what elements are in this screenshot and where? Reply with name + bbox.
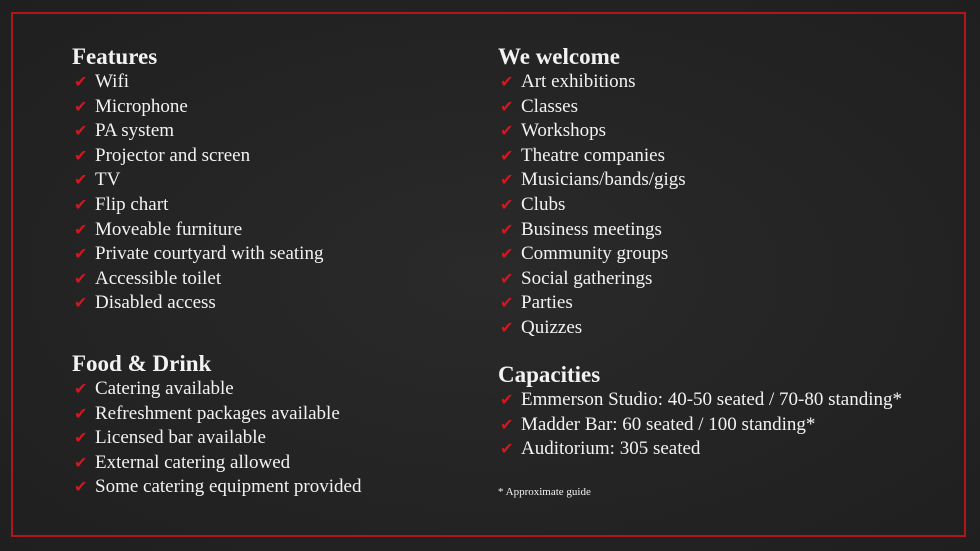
list-item-label: Parties <box>521 292 573 314</box>
list-item-label: Disabled access <box>95 292 216 314</box>
list-item <box>72 402 361 427</box>
food-drink-list <box>72 377 361 500</box>
capacities-heading: Capacities <box>498 362 601 387</box>
features-section <box>72 44 323 316</box>
checkmark-icon: ✔ <box>500 194 514 214</box>
list-item-label: Workshops <box>521 120 607 142</box>
checkmark-icon: ✔ <box>74 403 88 423</box>
list-item <box>498 144 686 169</box>
features-heading: Features <box>72 44 158 69</box>
food-drink-section <box>72 351 361 500</box>
checkmark-icon: ✔ <box>500 96 514 116</box>
checkmark-icon: ✔ <box>74 379 88 398</box>
capacities-list <box>498 388 902 462</box>
list-item <box>72 95 323 120</box>
list-item-label: Microphone <box>95 95 188 117</box>
list-item-label: PA system <box>95 120 175 142</box>
features-list <box>72 70 323 316</box>
list-item-label: Auditorium: 305 seated <box>521 438 701 460</box>
checkmark-icon: ✔ <box>500 293 514 313</box>
checkmark-icon: ✔ <box>74 477 88 497</box>
list-item <box>498 193 686 218</box>
list-item <box>72 193 323 218</box>
list-item <box>498 413 902 438</box>
list-item-label: Wifi <box>95 71 130 92</box>
list-item <box>72 144 323 169</box>
checkmark-icon: ✔ <box>500 244 514 264</box>
food-drink-heading: Food & Drink <box>72 351 212 376</box>
checkmark-icon: ✔ <box>500 439 514 459</box>
list-item <box>498 70 686 95</box>
list-item-label: Accessible toilet <box>95 267 222 289</box>
list-item-label: Classes <box>521 95 578 117</box>
list-item <box>72 451 361 476</box>
checkmark-icon: ✔ <box>500 145 514 165</box>
list-item <box>498 168 686 193</box>
list-item <box>72 119 323 144</box>
welcome-section <box>498 44 686 341</box>
checkmark-icon: ✔ <box>500 170 514 190</box>
list-item <box>498 316 686 341</box>
checkmark-icon: ✔ <box>500 219 514 239</box>
list-item <box>498 95 686 120</box>
checkmark-icon: ✔ <box>500 414 514 434</box>
checkmark-icon: ✔ <box>500 390 514 409</box>
list-item-label: External catering allowed <box>95 451 291 473</box>
list-item <box>498 119 686 144</box>
checkmark-icon: ✔ <box>74 293 88 313</box>
list-item-label: Some catering equipment provided <box>95 476 362 498</box>
list-item-label: Theatre companies <box>521 144 666 166</box>
checkmark-icon: ✔ <box>74 96 88 116</box>
checkmark-icon: ✔ <box>500 317 514 337</box>
list-item-label: Catering available <box>95 378 234 399</box>
checkmark-icon: ✔ <box>74 268 88 288</box>
checkmark-icon: ✔ <box>500 72 514 91</box>
list-item-label: Community groups <box>521 243 669 265</box>
list-item <box>498 291 686 316</box>
footnote: * Approximate guide <box>498 486 591 498</box>
checkmark-icon: ✔ <box>74 428 88 448</box>
checkmark-icon: ✔ <box>74 121 88 141</box>
capacities-section <box>498 362 902 462</box>
checkmark-icon: ✔ <box>500 121 514 141</box>
welcome-heading: We welcome <box>498 44 620 69</box>
checkmark-icon: ✔ <box>74 72 88 91</box>
list-item-label: Flip chart <box>95 193 169 215</box>
list-item-label: Business meetings <box>521 218 662 240</box>
list-item <box>72 426 361 451</box>
list-item-label: Moveable furniture <box>95 218 243 240</box>
checkmark-icon: ✔ <box>74 194 88 214</box>
list-item <box>498 218 686 243</box>
list-item <box>72 70 323 95</box>
list-item <box>498 388 902 413</box>
list-item-label: Quizzes <box>521 316 583 338</box>
checkmark-icon: ✔ <box>74 452 88 472</box>
list-item-label: Refreshment packages available <box>95 402 340 424</box>
list-item-label: Madder Bar: 60 seated / 100 standing* <box>521 413 816 435</box>
list-item <box>72 218 323 243</box>
list-item <box>72 291 323 316</box>
list-item-label: Private courtyard with seating <box>95 243 324 265</box>
list-item <box>72 377 361 402</box>
list-item-label: Licensed bar available <box>95 427 266 449</box>
list-item-label: Musicians/bands/gigs <box>521 169 686 191</box>
list-item <box>498 242 686 267</box>
checkmark-icon: ✔ <box>74 244 88 264</box>
list-item <box>498 437 902 462</box>
checkmark-icon: ✔ <box>74 145 88 165</box>
welcome-list <box>498 70 686 341</box>
list-item-label: Projector and screen <box>95 144 251 166</box>
list-item-label: Social gatherings <box>521 267 653 289</box>
list-item-label: Clubs <box>521 193 566 215</box>
list-item <box>72 242 323 267</box>
checkmark-icon: ✔ <box>500 268 514 288</box>
list-item-label: Emmerson Studio: 40-50 seated / 70-80 standing* <box>521 389 903 410</box>
checkmark-icon: ✔ <box>74 170 88 190</box>
list-item <box>72 475 361 500</box>
list-item-label: TV <box>95 169 121 191</box>
list-item <box>72 267 323 292</box>
list-item <box>72 168 323 193</box>
list-item <box>498 267 686 292</box>
checkmark-icon: ✔ <box>74 219 88 239</box>
list-item-label: Art exhibitions <box>521 71 636 92</box>
